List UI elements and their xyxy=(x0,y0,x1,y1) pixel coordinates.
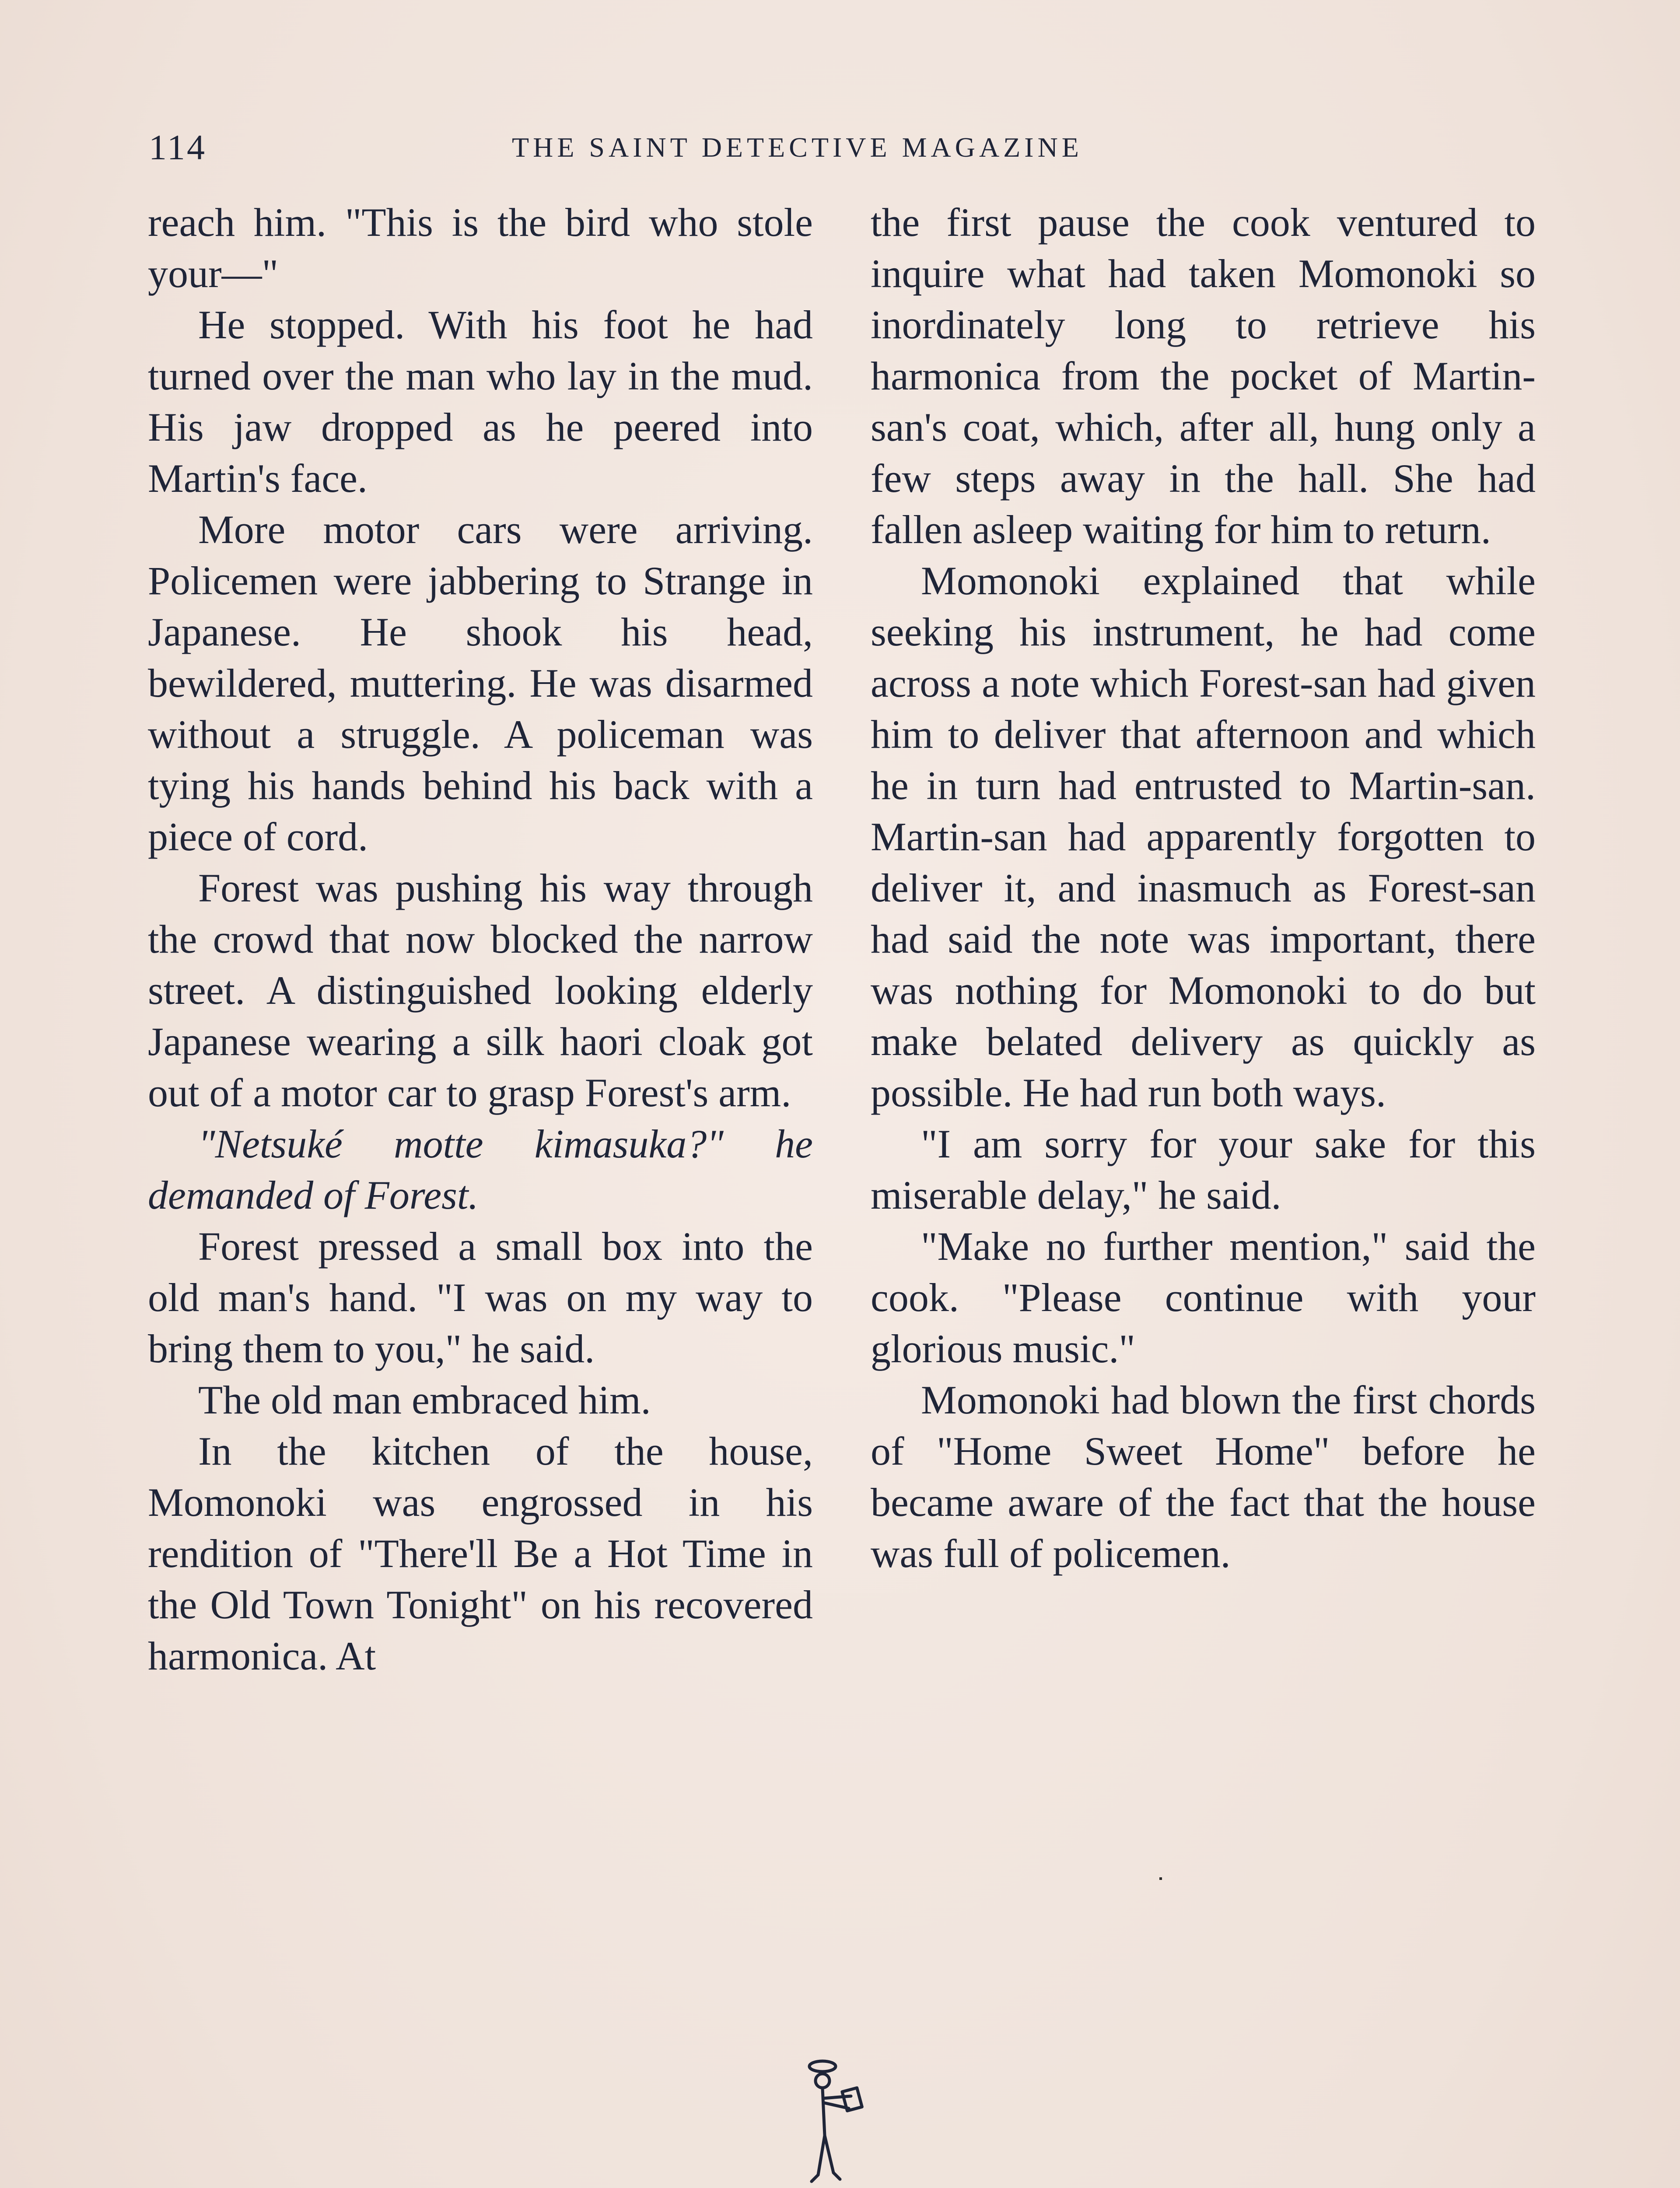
running-head: THE SAINT DETECTIVE MAGAZINE xyxy=(512,132,1083,163)
paragraph: "Netsuké motte kimasuka?" he demanded of Forest. xyxy=(148,1122,813,1217)
page-header xyxy=(149,127,1540,179)
paper-speck xyxy=(1159,1877,1162,1880)
paragraph: Forest was pushing his way through the crowd that now blocked the narrow street. A distinguished looking elderly Japanese wearing a silk haori cloak got out of a motor car to grasp Forest's arm. xyxy=(148,866,813,1115)
paragraph: Momonoki had blown the first chords of "Home Sweet Home" before he became aware of the fact that the house was full of policemen. xyxy=(871,1378,1536,1576)
left-column xyxy=(148,197,813,1682)
paragraph: More motor cars were arriving. Policemen were jabbering to Strange in Japanese. He shook his head, bewildered, muttering. He was disarmed without a struggle. A policeman was tying his hands behind his back with a piece of cord. xyxy=(148,507,813,859)
saint-stick-figure-icon xyxy=(801,2057,879,2188)
paragraph: "I am sorry for your sake for this miserable delay," he said. xyxy=(871,1122,1536,1217)
paragraph: In the kitchen of the house, Momonoki was engrossed in his rendition of "There'll Be a Hot Time in the Old Town Tonight" on his recovered harmonica. At xyxy=(148,1429,813,1678)
right-column xyxy=(871,197,1536,1579)
paragraph: "Make no further mention," said the cook. "Please continue with your glorious music." xyxy=(871,1224,1536,1371)
page-number: 114 xyxy=(149,127,206,167)
paragraph: Forest pressed a small box into the old man's hand. "I was on my way to bring them to you," he said. xyxy=(148,1224,813,1371)
paragraph: reach him. "This is the bird who stole your—" xyxy=(148,200,813,296)
paragraph: He stopped. With his foot he had turned over the man who lay in the mud. His jaw dropped as he peered into Martin's face. xyxy=(148,302,813,501)
paragraph: the first pause the cook ventured to inquire what had taken Momonoki so inordinately long to retrieve his harmonica from the pocket of Martin-san's coat, which, after all, hung only a few steps away in the hall. She had fallen asleep waiting for him to return. xyxy=(871,200,1536,552)
paragraph: Momonoki explained that while seeking his instrument, he had come across a note which Forest-san had given him to deliver that afternoon and which he in turn had entrusted to Martin-san. Martin-san had apparently forgotten to deliver it, and inasmuch as Forest-san had said the note was important, there was nothing for Momonoki to do but make belated delivery as quickly as possible. He had run both ways. xyxy=(871,558,1536,1115)
paragraph: The old man embraced him. xyxy=(198,1378,651,1422)
